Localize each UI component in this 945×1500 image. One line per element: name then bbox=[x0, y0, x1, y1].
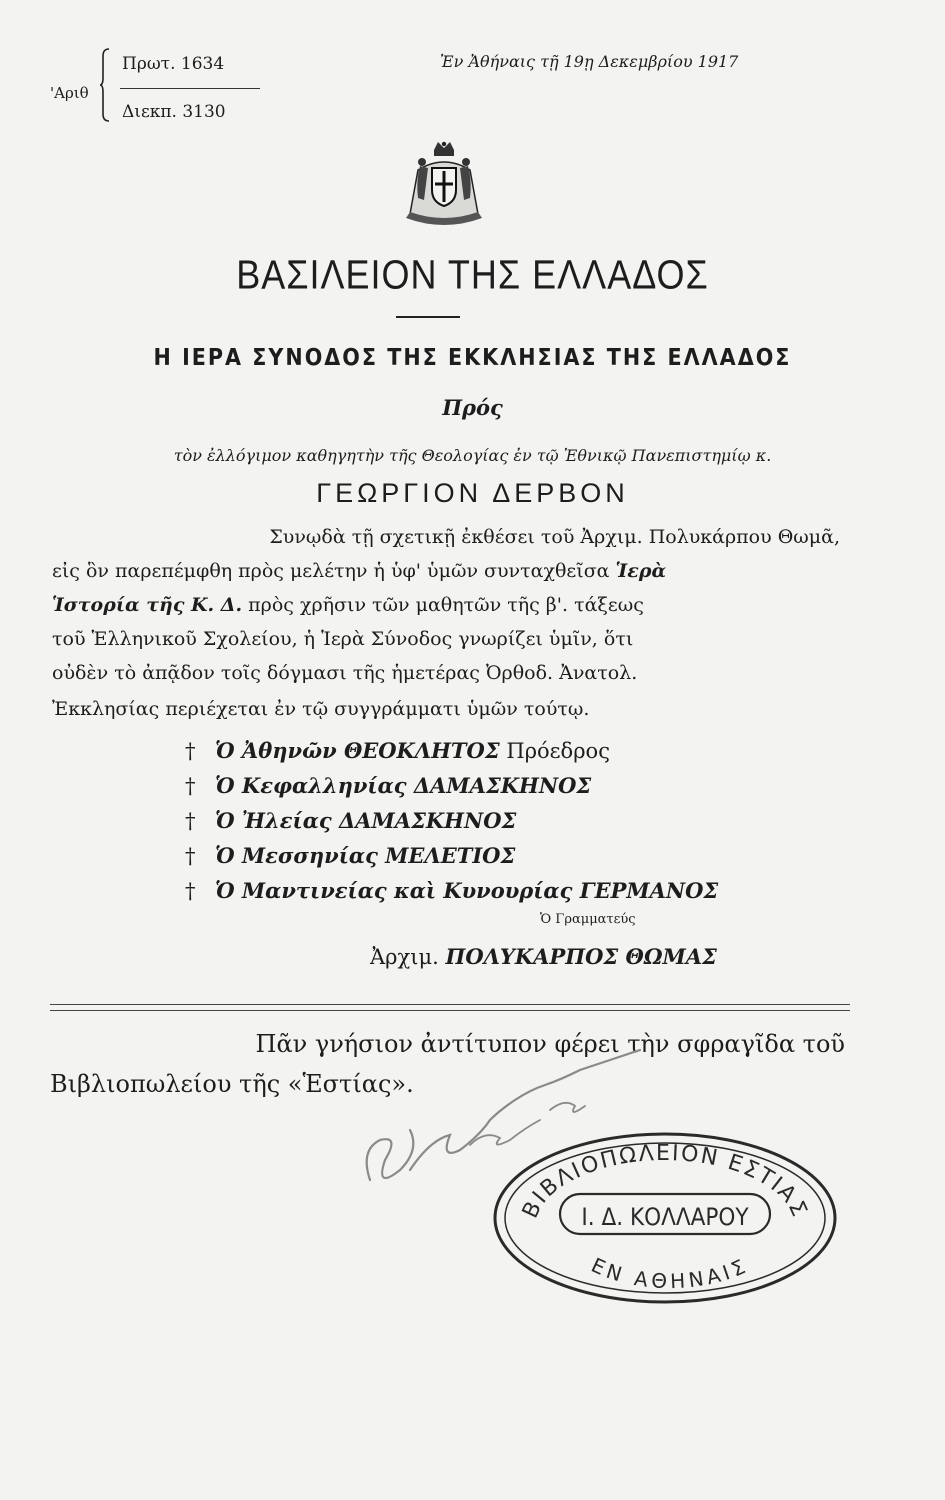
cross-icon: † bbox=[185, 809, 196, 833]
signatory-3 bbox=[185, 808, 516, 833]
body-line-3 bbox=[52, 594, 840, 616]
body-line-2-text: εἰς ὃν παρεπέμφθη πρὸς μελέτην ἡ ὑφ' ὑμῶν συνταχθεῖσα bbox=[52, 560, 616, 582]
protocol-number: Πρωτ. 1634 bbox=[122, 54, 225, 74]
secretary-title: Ὁ Γραμματεύς bbox=[540, 912, 636, 927]
divider-top bbox=[50, 1004, 850, 1005]
body-line-4: τοῦ Ἑλληνικοῦ Σχολείου, ἡ Ἱερὰ Σύνοδος γνωρίζει ὑμῖν, ὅτι bbox=[52, 628, 634, 650]
signatory-name: Ὁ Μαντινείας καὶ Κυνουρίας ΓΕΡΜΑΝΟΣ bbox=[215, 878, 719, 903]
body-line-5: οὐδὲν τὸ ἀπᾷδον τοῖς δόγμασι τῆς ἡμετέρας Ὀρθοδ. Ἀνατολ. bbox=[52, 662, 638, 684]
authenticity-notice-line-1: Πᾶν γνήσιον ἀντίτυπον φέρει τὴν σφραγῖδα τοῦ bbox=[255, 1030, 845, 1058]
addressee-line: τὸν ἐλλόγιμον καθηγητὴν τῆς Θεολογίας ἐν τῷ Ἐθνικῷ Πανεπιστημίῳ κ. bbox=[173, 446, 772, 465]
signatory-role: Πρόεδρος bbox=[499, 739, 610, 763]
secretary-name: ΠΟΛΥΚΑΡΠΟΣ ΘΩΜΑΣ bbox=[445, 944, 717, 969]
signatory-5 bbox=[185, 878, 718, 903]
signatory-1 bbox=[185, 738, 610, 763]
secretary-signature bbox=[370, 944, 717, 969]
addressee-name: ΓΕΩΡΓΙΟΝ ΔΕΡΒΟΝ bbox=[316, 478, 629, 508]
cross-icon: † bbox=[185, 879, 196, 903]
reference-divider bbox=[120, 88, 260, 89]
signatory-name: Ὁ Μεσσηνίας ΜΕΛΕΤΙΟΣ bbox=[215, 843, 516, 868]
body-line-3-text: πρὸς χρῆσιν τῶν μαθητῶν τῆς β'. τάξεως bbox=[242, 594, 644, 616]
cross-icon: † bbox=[185, 844, 196, 868]
bookshop-stamp bbox=[490, 1130, 840, 1306]
diekp-number: Διεκπ. 3130 bbox=[122, 102, 226, 122]
stamp-center-text: Ι. Δ. ΚΟΛΛΑΡΟΥ bbox=[581, 1203, 749, 1231]
royal-coat-of-arms-icon bbox=[398, 140, 490, 232]
signatory-2 bbox=[185, 773, 591, 798]
signatory-name: Ὁ Ἀθηνῶν ΘΕΟΚΛΗΤΟΣ bbox=[215, 738, 500, 763]
body-line-2 bbox=[52, 560, 840, 582]
stamp-bottom-text: ΕΝ ΑΘΗΝΑΙΣ bbox=[587, 1252, 753, 1294]
secretary-prefix: Ἀρχιμ. bbox=[370, 945, 439, 969]
signatory-name: Ὁ Κεφαλληνίας ΔΑΜΑΣΚΗΝΟΣ bbox=[215, 773, 592, 798]
body-line-1: Συνῳδὰ τῇ σχετικῇ ἐκθέσει τοῦ Ἀρχιμ. Πολυκάρπου Θωμᾶ, bbox=[269, 526, 840, 548]
brace-icon bbox=[100, 48, 110, 122]
cross-icon: † bbox=[185, 774, 196, 798]
kingdom-heading: ΒΑΣΙΛΕΙΟΝ ΤΗΣ ΕΛΛΑΔΟΣ bbox=[236, 251, 709, 298]
reference-label: 'Αριθ bbox=[50, 84, 89, 102]
cross-icon: † bbox=[185, 739, 196, 763]
heading-rule bbox=[396, 316, 460, 318]
book-title-part-1: Ἱερὰ bbox=[615, 560, 667, 582]
body-line-6: Ἐκκλησίας περιέχεται ἐν τῷ συγγράμματι ὑμῶν τούτῳ. bbox=[52, 698, 590, 720]
authenticity-notice-line-2: Βιβλιοπωλείου τῆς «Ἑστίας». bbox=[50, 1070, 414, 1098]
stamp-top-text: ΒΙΒΛΙΟΠΩΛΕΙΟΝ ΕΣΤΙΑΣ bbox=[517, 1140, 813, 1223]
signatory-4 bbox=[185, 843, 515, 868]
pros-heading: Πρός bbox=[442, 395, 503, 420]
signatory-name: Ὁ Ἠλείας ΔΑΜΑΣΚΗΝΟΣ bbox=[215, 808, 517, 833]
book-title-part-2: Ἱστορία τῆς Κ. Δ. bbox=[52, 594, 243, 616]
synod-heading: Η ΙΕΡΑ ΣΥΝΟΔΟΣ ΤΗΣ ΕΚΚΛΗΣΙΑΣ ΤΗΣ ΕΛΛΑΔΟΣ bbox=[153, 345, 792, 371]
dateline: Ἐν Ἀθήναις τῇ 19ῃ Δεκεμβρίου 1917 bbox=[440, 52, 739, 71]
divider-bottom bbox=[50, 1010, 850, 1011]
